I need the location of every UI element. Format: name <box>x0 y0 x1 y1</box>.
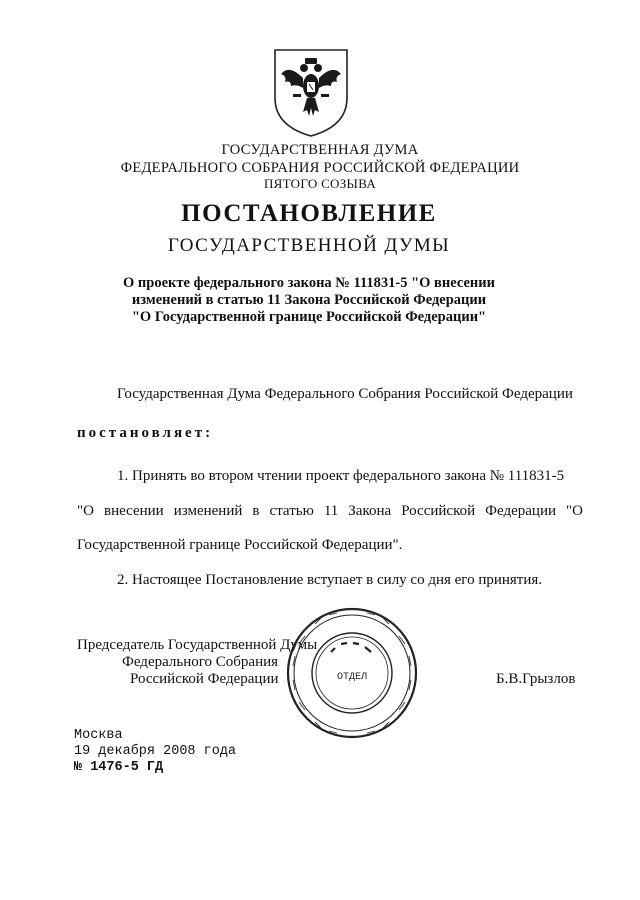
signatory-title-line-1: Председатель Государственной Думы <box>77 637 318 653</box>
org-line-3: ПЯТОГО СОЗЫВА <box>263 176 377 191</box>
word: изменений <box>173 503 243 519</box>
coat-of-arms-emblem <box>271 46 351 138</box>
word: Российской <box>401 503 476 519</box>
word: "О <box>566 503 583 519</box>
org-line-2: ФЕДЕРАЛЬНОГО СОБРАНИЯ РОССИЙСКОЙ ФЕДЕРАЦИИ <box>120 160 520 176</box>
resolves-text: постановляет: <box>77 425 214 441</box>
signatory-name: Б.В.Грызлов <box>496 671 576 687</box>
place-of-signing: Москва <box>74 728 123 743</box>
item-1-line-1: 1. Принять во втором чтении проект федерального закона № 111831-5 <box>117 468 565 484</box>
preamble-text: Государственная Дума Федерального Собрания Российской Федерации <box>117 386 573 402</box>
signatory-title-line-2: Федерального Собрания <box>122 654 279 670</box>
subject-line-1: О проекте федерального закона № 111831-5 "О внесении <box>123 275 495 291</box>
item-1-line-2 <box>77 503 583 520</box>
signatory-title-line-3: Российской Федерации <box>130 671 279 687</box>
word: внесении <box>103 503 164 519</box>
org-line-1: ГОСУДАРСТВЕННАЯ ДУМА <box>221 142 419 158</box>
word: 11 <box>323 503 339 519</box>
item-2-text: 2. Настоящее Постановление вступает в силу со дня его принятия. <box>117 572 543 588</box>
subject-line-2: изменений в статью 11 Закона Российской Федерации <box>131 292 487 308</box>
official-stamp <box>285 606 419 740</box>
subject-line-3: "О Государственной границе Российской Федерации" <box>131 309 487 325</box>
document-type-title: ПОСТАНОВЛЕНИЕ <box>181 200 437 227</box>
document-issuer: ГОСУДАРСТВЕННОЙ ДУМЫ <box>167 235 451 256</box>
word: "О <box>77 503 94 519</box>
word: в <box>252 503 260 519</box>
stamp-center-text: ОТДЕЛ <box>336 672 368 683</box>
word: Закона <box>348 503 392 519</box>
word: Федерации <box>485 503 556 519</box>
word: статью <box>269 503 314 519</box>
document-number: № 1476-5 ГД <box>74 760 164 775</box>
item-1-line-3: Государственной границе Российской Федерации". <box>77 537 403 553</box>
signing-date: 19 декабря 2008 года <box>74 744 237 759</box>
